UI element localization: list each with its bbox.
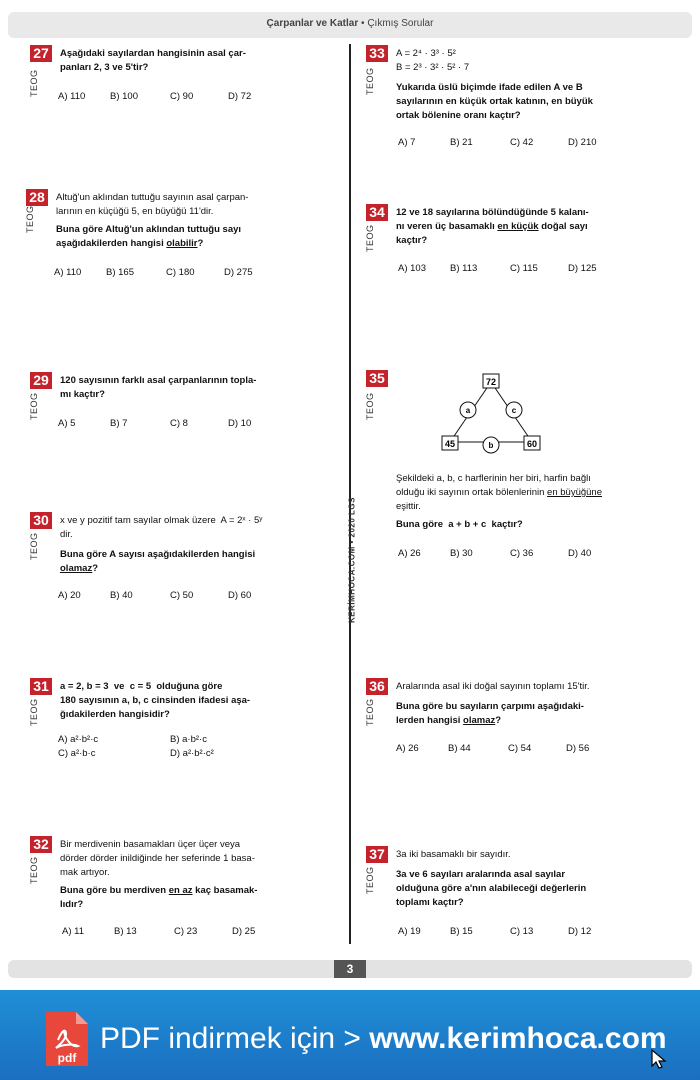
pdf-icon — [44, 1010, 90, 1068]
teog-label: TEOG — [29, 69, 39, 97]
teog-label: TEOG — [29, 392, 39, 420]
question-number: 35 — [366, 370, 388, 387]
column-divider — [349, 44, 351, 944]
option-a[interactable]: A) 5 — [58, 418, 76, 429]
equation-a: A = 2⁴ · 3³ · 5² — [396, 48, 456, 59]
option-d[interactable]: D) 210 — [568, 137, 597, 148]
question-number: 27 — [30, 45, 52, 62]
option-d[interactable]: D) 25 — [232, 926, 256, 937]
teog-label: TEOG — [25, 205, 35, 233]
option-c[interactable]: C) a²·b·c — [58, 748, 96, 759]
teog-label: TEOG — [365, 866, 375, 894]
teog-label: TEOG — [365, 224, 375, 252]
option-a[interactable]: A) a²·b²·c — [58, 734, 99, 745]
option-c[interactable]: C) 50 — [170, 590, 194, 601]
option-b[interactable]: B) 7 — [110, 418, 128, 429]
question-stem: Şekildeki a, b, c harflerinin her biri, harfin bağlı olduğu iki sayının ortak bölenlerinin en büyüğüne eşittir. — [396, 473, 602, 512]
option-b[interactable]: B) a·b²·c — [170, 734, 207, 745]
question-stem: Altuğ'un aklından tuttuğu sayının asal çarpan- larının en küçüğü 5, en büyüğü 11'dir. — [56, 192, 249, 217]
option-b[interactable]: B) 15 — [450, 926, 473, 937]
option-c[interactable]: C) 180 — [166, 267, 195, 278]
question-number: 36 — [366, 678, 388, 695]
option-b[interactable]: B) 165 — [106, 267, 134, 278]
option-b[interactable]: B) 30 — [450, 548, 473, 559]
question-text: Aşağıdaki sayılardan hangisinin asal çar- panları 2, 3 ve 5'tir? — [60, 48, 246, 73]
option-a[interactable]: A) 26 — [396, 743, 419, 754]
option-c[interactable]: C) 8 — [170, 418, 188, 429]
question-text: 3a ve 6 sayıları aralarında asal sayılar olduğuna göre a'nın alabileceği değerlerin toplamı kaçtır? — [396, 869, 587, 908]
label-a: a — [465, 406, 471, 415]
option-a[interactable]: A) 26 — [398, 548, 421, 559]
value-right: 60 — [526, 439, 538, 449]
question-stem: Bir merdivenin basamakları üçer üçer veya dörder dörder inildiğinde her seferinde 1 basa- mak artıyor. — [60, 839, 255, 878]
question-text: 12 ve 18 sayılarına bölündüğünde 5 kalanı- nı veren üç basamaklı en küçük doğal sayı kaçtır? — [396, 207, 589, 246]
question-text: Buna göre A sayısı aşağıdakilerden hangisi olamaz? — [60, 549, 256, 574]
header-title: Çarpanlar ve Katlar • Çıkmış Sorular — [266, 18, 434, 29]
option-a[interactable]: A) 11 — [62, 926, 85, 937]
option-a[interactable]: A) 103 — [398, 263, 426, 274]
question-text: a = 2, b = 3 ve c = 5 olduğuna göre 180 sayısının a, b, c cinsinden ifadesi aşa- ğıdakilerden hangisidir? — [60, 681, 251, 720]
question-stem: Aralarında asal iki doğal sayının toplamı 15'tir. — [396, 681, 590, 692]
option-a[interactable]: A) 110 — [58, 91, 86, 102]
option-c[interactable]: C) 13 — [510, 926, 534, 937]
teog-label: TEOG — [29, 532, 39, 560]
value-left: 45 — [444, 439, 456, 449]
question-stem: x ve y pozitif tam sayılar olmak üzere A = 2ˣ · 5ʸ dir. — [60, 515, 263, 540]
equation-b: B = 2³ · 3² · 5² · 7 — [396, 62, 470, 73]
question-number: 32 — [30, 836, 52, 853]
option-c[interactable]: C) 115 — [510, 263, 538, 274]
option-c[interactable]: C) 90 — [170, 91, 194, 102]
question-number: 28 — [26, 189, 48, 206]
option-b[interactable]: B) 44 — [448, 743, 471, 754]
option-a[interactable]: A) 20 — [58, 590, 81, 601]
question-text: 120 sayısının farklı asal çarpanlarının topla- mı kaçtır? — [60, 375, 257, 400]
option-a[interactable]: A) 19 — [398, 926, 421, 937]
option-b[interactable]: B) 100 — [110, 91, 138, 102]
banner-link[interactable] — [100, 1022, 667, 1056]
teog-label: TEOG — [29, 698, 39, 726]
option-d[interactable]: D) 275 — [224, 267, 253, 278]
option-c[interactable]: C) 42 — [510, 137, 534, 148]
question-text: Buna göre bu merdiven en az kaç basamak- lıdır? — [60, 885, 258, 910]
pdf-label: pdf — [57, 1051, 77, 1065]
option-b[interactable]: B) 113 — [450, 263, 478, 274]
question-text: Yukarıda üslü biçimde ifade edilen A ve B sayılarının en küçük ortak katının, en büyük ortak bölenine oranı kaçtır? — [396, 82, 593, 121]
value-top: 72 — [485, 377, 497, 387]
cursor-icon — [650, 1048, 668, 1070]
option-d[interactable]: D) 72 — [228, 91, 252, 102]
banner-text: PDF indirmek için > — [100, 1022, 370, 1055]
question-number: 29 — [30, 372, 52, 389]
option-d[interactable]: D) 40 — [568, 548, 592, 559]
teog-label: TEOG — [365, 698, 375, 726]
question-text: Buna göre Altuğ'un aklından tuttuğu sayı aşağıdakilerden hangisi olabilir? — [56, 224, 242, 249]
side-watermark: KERİMHOCA.COM • 2020 LGS — [347, 497, 357, 623]
page-header — [8, 12, 692, 38]
question-number: 37 — [366, 846, 388, 863]
option-c[interactable]: C) 36 — [510, 548, 534, 559]
question-text: Buna göre a + b + c kaçtır? — [396, 519, 523, 530]
question-text: Buna göre bu sayıların çarpımı aşağıdaki- lerden hangisi olamaz? — [396, 701, 584, 726]
option-a[interactable]: A) 110 — [54, 267, 82, 278]
banner-url[interactable]: www.kerimhoca.com — [369, 1022, 667, 1055]
option-b[interactable]: B) 40 — [110, 590, 133, 601]
question-number: 30 — [30, 512, 52, 529]
label-c: c — [511, 406, 517, 415]
option-d[interactable]: D) 12 — [568, 926, 592, 937]
label-b: b — [488, 441, 494, 450]
triangle-diagram — [440, 372, 550, 458]
question-stem: 3a iki basamaklı bir sayıdır. — [396, 849, 511, 860]
teog-label: TEOG — [29, 856, 39, 884]
teog-label: TEOG — [365, 67, 375, 95]
question-number: 31 — [30, 678, 52, 695]
option-d[interactable]: D) a²·b²·c² — [170, 748, 214, 759]
question-number: 34 — [366, 204, 388, 221]
option-b[interactable]: B) 13 — [114, 926, 137, 937]
option-c[interactable]: C) 23 — [174, 926, 198, 937]
option-d[interactable]: D) 60 — [228, 590, 252, 601]
option-d[interactable]: D) 56 — [566, 743, 590, 754]
option-d[interactable]: D) 10 — [228, 418, 252, 429]
option-a[interactable]: A) 7 — [398, 137, 416, 148]
option-c[interactable]: C) 54 — [508, 743, 532, 754]
page-number: 3 — [334, 960, 366, 978]
option-b[interactable]: B) 21 — [450, 137, 473, 148]
question-number: 33 — [366, 45, 388, 62]
teog-label: TEOG — [365, 392, 375, 420]
option-d[interactable]: D) 125 — [568, 263, 597, 274]
